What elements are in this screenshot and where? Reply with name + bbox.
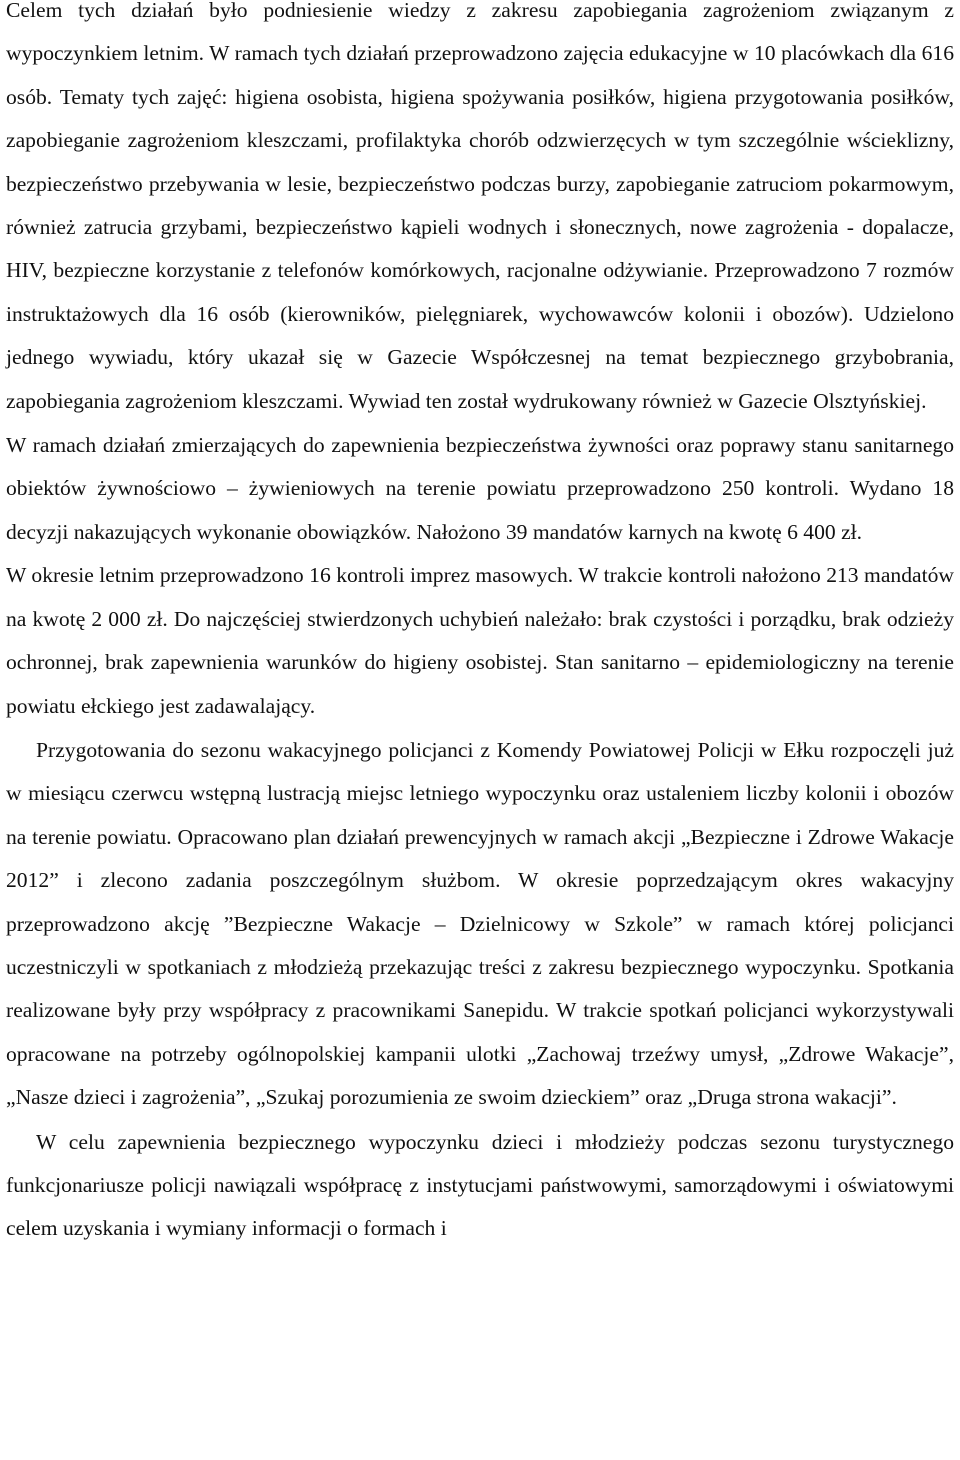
paragraph-institutional-cooperation: W celu zapewnienia bezpiecznego wypoczynku dzieci i młodzieży podczas sezonu turystycznego funkcjonariusze policji nawiązali współpracę z instytucjami państwowymi, samorządowymi i oświatowymi celem uzyskania i wymiany informacji o formach i xyxy=(6,1129,954,1241)
paragraph-mass-events-inspections: W okresie letnim przeprowadzono 16 kontroli imprez masowych. W trakcie kontroli nałożono 213 mandatów na kwotę 2 000 zł. Do najczęściej stwierdzonych uchybień należało: brak czystości i porządku, brak odzieży ochronnej, brak zapewnienia warunków do higieny osobistej. Stan sanitarno – epidemiologiczny na terenie powiatu ełckiego jest zadawalający. xyxy=(6,563,954,718)
paragraph-police-preparations: Przygotowania do sezonu wakacyjnego policjanci z Komendy Powiatowej Policji w Ełku rozpoczęli już w miesiącu czerwcu wstępną lustracją miejsc letniego wypoczynku oraz ustaleniem liczby kolonii i obozów na terenie powiatu. Opracowano plan działań prewencyjnych w ramach akcji „Bezpieczne i Zdrowe Wakacje 2012” i zlecono zadania poszczególnym służbom. W okresie poprzedzającym okres wakacyjny przeprowadzono akcję ”Bezpieczne Wakacje – Dzielnicowy w Szkole” w ramach której policjanci uczestniczyli w spotkaniach z młodzieżą przekazując treści z zakresu bezpiecznego wypoczynku. Spotkania realizowane były przy współpracy z pracownikami Sanepidu. W trakcie spotkań policjanci wykorzystywali opracowane na potrzeby ogólnopolskiej kampanii ulotki „Zachowaj trzeźwy umysł, „Zdrowe Wakacje”, „Nasze dzieci i zagrożenia”, „Szukaj porozumienia ze swoim dzieckiem” oraz „Druga strona wakacji”. xyxy=(6,737,954,1110)
paragraph-food-safety-inspections: W ramach działań zmierzających do zapewnienia bezpieczeństwa żywności oraz poprawy stanu sanitarnego obiektów żywnościowo – żywieniowych na terenie powiatu przeprowadzono 250 kontroli. Wydano 18 decyzji nakazujących wykonanie obowiązków. Nałożono 39 mandatów karnych na kwotę 6 400 zł. xyxy=(6,433,954,544)
paragraph-health-education: Celem tych działań było podniesienie wiedzy z zakresu zapobiegania zagrożeniom związanym z wypoczynkiem letnim. W ramach tych działań przeprowadzono zajęcia edukacyjne w 10 placówkach dla 616 osób. Tematy tych zajęć: higiena osobista, higiena spożywania posiłków, higiena przygotowania posiłków, zapobieganie zagrożeniom kleszczami, profilaktyka chorób odzwierzęcych w tym szczególnie wścieklizny, bezpieczeństwo przebywania w lesie, bezpieczeństwo podczas burzy, zapobieganie zatruciom pokarmowym, również zatrucia grzybami, bezpieczeństwo kąpieli wodnych i słonecznych, nowe zagrożenia - dopalacze, HIV, bezpieczne korzystanie z telefonów komórkowych, racjonalne odżywianie. Przeprowadzono 7 rozmów instruktażowych dla 16 osób (kierowników, pielęgniarek, wychowawców kolonii i obozów). Udzielono jednego wywiadu, który ukazał się w Gazecie Współczesnej na temat bezpiecznego grzybobrania, zapobiegania zagrożeniom kleszczami. Wywiad ten został wydrukowany również w Gazecie Olsztyńskiej. xyxy=(6,0,954,413)
